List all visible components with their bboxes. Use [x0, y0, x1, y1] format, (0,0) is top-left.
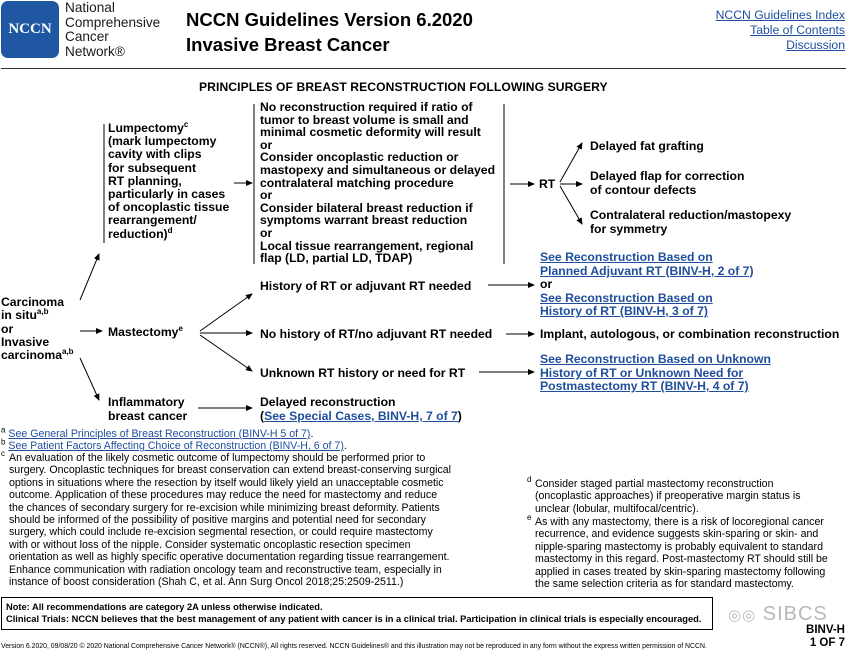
lumpectomy-options: No reconstruction required if ratio of tumor to breast volume is small and minimal cosmetic deformity will result or Consider oncoplastic reduction or mastopexy and simultaneous or delayed contralateral matching procedure or Consider bilateral breast reduction if symptoms warrant breast reduction or Local tissue rearrangement, regional flap (LD, partial LD, TDAP): [260, 100, 496, 266]
wechat-icon: ◎◎: [728, 607, 757, 624]
watermark: ◎◎ SIBCS: [728, 603, 828, 625]
history-rt-link-line2[interactable]: History of RT (BINV-H, 3 of 7): [540, 304, 708, 319]
footnote-c: c An evaluation of the likely cosmetic outcome of lumpectomy should be performed prior to surgery. Oncoplastic techniques for breast conservation can extend breast-conserving surgical options in situations where the resection by itself would likely yield an unacceptable cosmetic outcome. Application of these procedures may reduce the need for mastectomy and reduce the chances of secondary surgery for re-excision while minimizing breast deformity. Patients should be informed of the possibility of positive margins and potential need for secondary surgery, which could include re-excision segmental resection, or could require mastectomy with or without loss of the nipple. Consider systematic oncoplastic resection specimen orientation as well as highly specific operative documentation regarding tissue rearrangement. Enhance communication with radiation oncology team and reconstructive team, especially in instance of boost consideration (Shah C, et al. Ann Surg Oncol 2018;25:2509-2511.): [1, 449, 452, 589]
root-diagnosis: Carcinoma in situ$^{a,b}$ or Invasive carcinoma$^{a,b}$: [1, 295, 74, 363]
branch-no-history-rt: No history of RT/no adjuvant RT needed: [260, 327, 493, 341]
rt-outcome-flap: Delayed flap for correction of contour defects: [590, 169, 745, 197]
inflammatory-node: Inflammatory breast cancer: [108, 395, 188, 423]
arrow-to-lumpectomy: [80, 254, 99, 300]
unknown-rt-link-line2[interactable]: History of RT or Unknown Need for: [540, 365, 744, 380]
unknown-rt-links: [540, 353, 771, 394]
footnote-b-link[interactable]: See Patient Factors Affecting Choice of Reconstruction (BINV-H, 6 of 7): [8, 440, 344, 452]
footnote-b: $^b$ See Patient Factors Affecting Choice of Reconstruction (BINV-H, 6 of 7).: [1, 437, 347, 452]
unknown-rt-link-line3[interactable]: Postmastectomy RT (BINV-H, 4 of 7): [540, 379, 749, 394]
implant-result: Implant, autologous, or combination reconstruction: [540, 327, 840, 341]
arrow-to-inflammatory: [80, 358, 99, 400]
arrow-to-history-rt: [200, 294, 252, 331]
guideline-title: NCCN Guidelines Version 6.2020 Invasive Breast Cancer: [186, 9, 473, 55]
planned-rt-link-line1[interactable]: See Reconstruction Based on: [540, 250, 713, 264]
history-rt-links: See Reconstruction Based on Planned Adjuvant RT (BINV-H, 2 of 7) or See Reconstruction Based on History of RT (BINV-H, 3 of 7): [540, 250, 754, 319]
delayed-reconstruction: Delayed reconstruction (See Special Cases, BINV-H, 7 of 7): [260, 395, 462, 423]
arrow-to-contralateral: [560, 186, 582, 224]
arrow-to-unknown-rt: [200, 335, 252, 371]
branch-unknown-rt: Unknown RT history or need for RT: [260, 366, 466, 380]
footnote-a: $^a$ See General Principles of Breast Reconstruction (BINV-H 5 of 7).: [1, 425, 314, 440]
table-of-contents-link[interactable]: Table of Contents: [750, 23, 845, 37]
guidelines-index-link[interactable]: NCCN Guidelines Index: [715, 8, 845, 22]
rt-node: RT: [539, 177, 556, 191]
history-rt-link-line1[interactable]: See Reconstruction Based on: [540, 290, 713, 305]
page-code: BINV-H 1 OF 7: [806, 624, 845, 649]
note-clinical-trials: Clinical Trials: NCCN believes that the best management of any patient with cancer is in a clinical trial. Participation in clinical trials is especially encouraged.: [6, 614, 702, 624]
discussion-link[interactable]: Discussion: [786, 38, 845, 52]
note-category: Note: All recommendations are category 2A unless otherwise indicated.: [6, 602, 323, 612]
unknown-rt-link-line1[interactable]: See Reconstruction Based on Unknown: [540, 352, 771, 366]
branch-history-rt: History of RT or adjuvant RT needed: [260, 279, 472, 293]
footnote-e: e As with any mastectomy, there is a risk of locoregional cancer recurrence, and evidence suggests skin-sparing or skin- and nipple-sparing mastectomy is probably equivalent to standard mastectomy in this regard. Post-mastectomy RT should still be applied in cases treated by skin-sparing mastectomy following the same selection criteria as for standard mastectomy.: [527, 513, 828, 591]
arrow-to-fat-grafting: [560, 143, 582, 182]
lumpectomy-node: Lumpectomy$^c$ (mark lumpectomy cavity with clips for subsequent RT planning, particularly in cases of oncoplastic tissue rearrangement/ reduction)$^d$: [108, 119, 230, 241]
org-name: National Comprehensive Cancer Network®: [65, 0, 161, 59]
copyright: Version 6.2020, 09/08/20 © 2020 National Comprehensive Cancer Network® (NCCN®), All rights reserved. NCCN Guidelines® and this illustration may not be reproduced in any form without the express written permission of NCCN.: [1, 643, 707, 650]
notes-box: [1, 597, 713, 630]
special-cases-link[interactable]: See Special Cases, BINV-H, 7 of 7: [264, 409, 458, 423]
planned-rt-link-line2[interactable]: Planned Adjuvant RT (BINV-H, 2 of 7): [540, 263, 754, 278]
footnote-a-link[interactable]: See General Principles of Breast Reconstruction (BINV-H 5 of 7): [8, 428, 311, 440]
rt-outcome-contralateral: Contralateral reduction/mastopexy for symmetry: [590, 208, 792, 236]
mastectomy-node: Mastectomy$^e$: [108, 323, 183, 339]
rt-outcome-fat-grafting: Delayed fat grafting: [590, 139, 704, 153]
logo-badge-text: NCCN: [8, 21, 52, 37]
page-title: PRINCIPLES OF BREAST RECONSTRUCTION FOLLOWING SURGERY: [199, 80, 608, 94]
footnote-d: d Consider staged partial mastectomy reconstruction (oncoplastic approaches) if preoperative margin status is unclear (lobular, multifocal/centric).: [527, 475, 801, 515]
